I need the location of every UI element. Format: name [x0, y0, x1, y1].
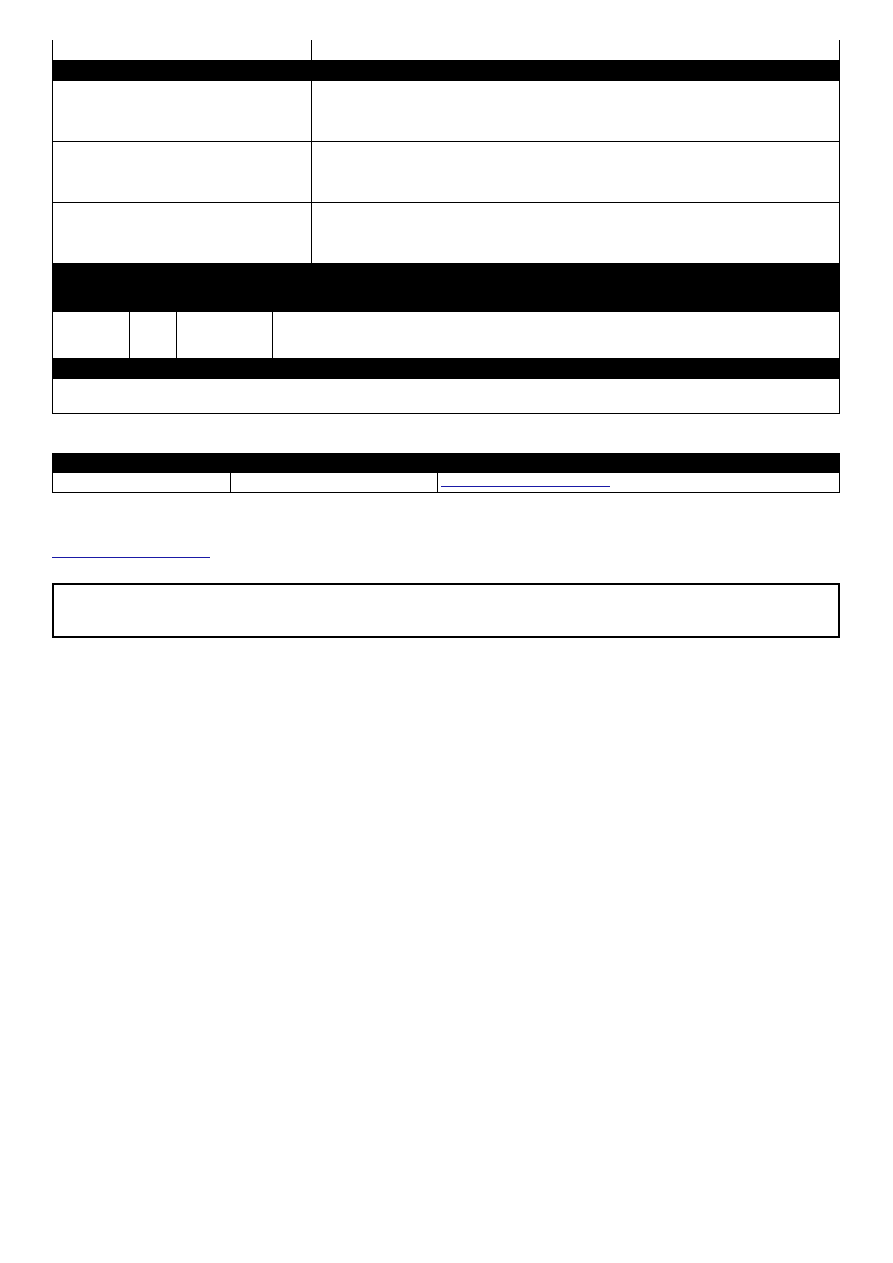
main-table-right-border-top [839, 40, 840, 60]
main-table-row-2-value [311, 142, 840, 203]
standalone-link-underline[interactable] [52, 557, 210, 558]
standalone-link[interactable] [52, 545, 210, 559]
main-table-row-2-label [52, 142, 312, 203]
main-table-row-3-label [52, 203, 312, 263]
main-table-row-0-label [53, 40, 311, 60]
contacts-table-link-underline[interactable] [441, 486, 610, 487]
main-table-row-0-value [312, 40, 839, 60]
contacts-table-header-bar [52, 453, 840, 473]
contacts-table-cell-3 [437, 473, 840, 493]
main-table-row-1-value [311, 81, 840, 142]
main-table-header-bar-2 [52, 263, 840, 312]
contacts-table-cell-1 [52, 473, 231, 493]
main-table-subrow-cell-1 [52, 312, 130, 358]
main-table-header-bar-3 [52, 358, 840, 379]
main-table [52, 40, 840, 414]
main-table-subrow-cell-3 [176, 312, 273, 358]
main-table-row-1-label [52, 81, 312, 142]
contacts-table [52, 453, 840, 493]
main-table-row-3-value [311, 203, 840, 263]
main-table-footer-cell [52, 379, 840, 414]
note-box [52, 583, 840, 638]
contacts-table-cell-2 [230, 473, 438, 493]
main-table-subrow-cell-4 [272, 312, 840, 358]
main-table-subrow-cell-2 [129, 312, 177, 358]
main-table-header-bar-1 [52, 60, 840, 81]
